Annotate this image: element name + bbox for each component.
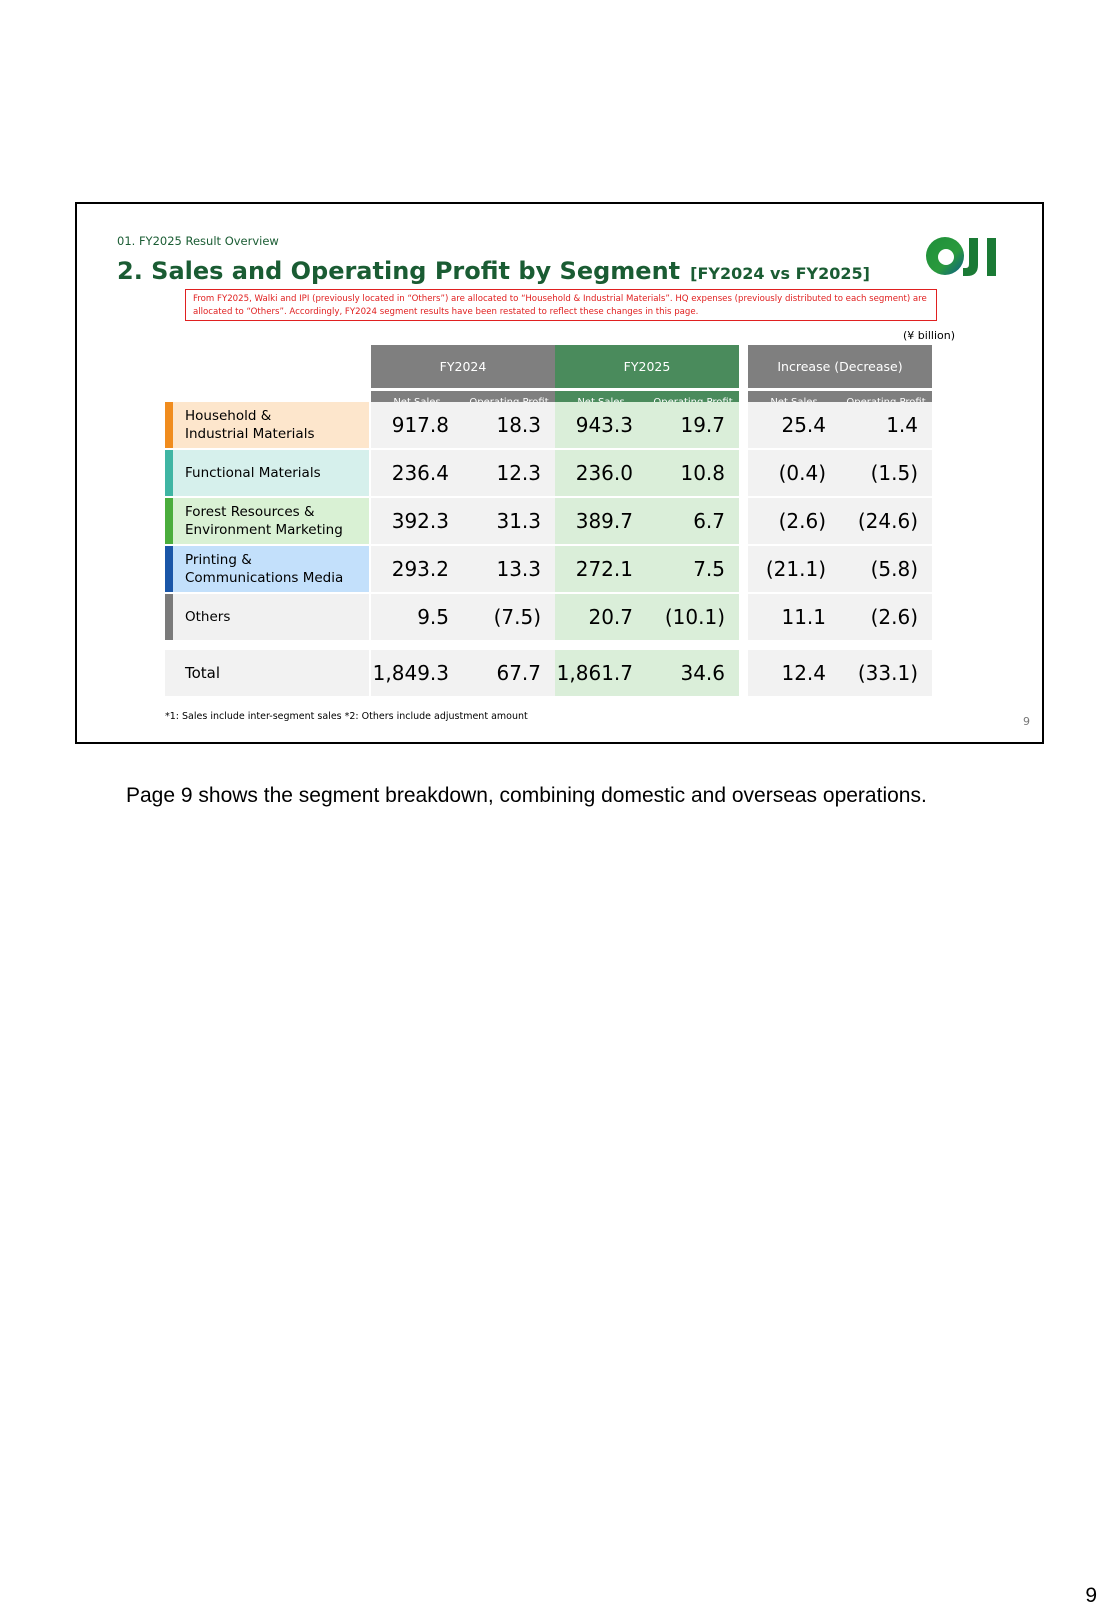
table-cell: 1,849.3 (371, 650, 463, 696)
page-number: 9 (1085, 1584, 1097, 1607)
table-cell: 1.4 (840, 402, 932, 448)
segment-name: Forest Resources & Environment Marketing (185, 504, 343, 538)
title-main: 2. Sales and Operating Profit by Segment (117, 257, 681, 285)
section-label: 01. FY2025 Result Overview (117, 234, 279, 248)
title-sub: [FY2024 vs FY2025] (690, 264, 870, 283)
table-cell: 13.3 (463, 546, 555, 592)
table-cell: (2.6) (840, 594, 932, 640)
table-cell: (7.5) (463, 594, 555, 640)
table-cell: 293.2 (371, 546, 463, 592)
table-cell: (1.5) (840, 450, 932, 496)
segment-name: Printing & Communications Media (185, 552, 344, 586)
header-fy2025: FY2025 (555, 345, 739, 388)
segment-label (165, 546, 369, 592)
oji-logo (925, 232, 1021, 280)
segment-color-bar (165, 402, 173, 448)
table-cell: 12.3 (463, 450, 555, 496)
table-cell: 18.3 (463, 402, 555, 448)
segment-color-bar (165, 450, 173, 496)
page-caption: Page 9 shows the segment breakdown, combining domestic and overseas operations. (126, 784, 927, 807)
segment-label (165, 450, 369, 496)
segment-label (165, 594, 369, 640)
segment-color-bar (165, 498, 173, 544)
table-cell: 389.7 (555, 498, 647, 544)
table-cell: 272.1 (555, 546, 647, 592)
segment-name: Total (185, 664, 221, 682)
restatement-notice: From FY2025, Walki and IPI (previously located in “Others”) are allocated to “Household & Industrial Materials”. HQ expenses (previously distributed to each segment) are allocated to “Others”. Accordingly, FY2024 segment results have been restated to reflect these changes in this page. (185, 289, 937, 321)
table-cell: 236.0 (555, 450, 647, 496)
segment-label (165, 498, 369, 544)
unit-label: (¥ billion) (903, 329, 955, 342)
segment-label (165, 402, 369, 448)
segment-color-bar (165, 546, 173, 592)
slide-title (117, 257, 870, 285)
table-cell: 34.6 (647, 650, 739, 696)
table-cell: (33.1) (840, 650, 932, 696)
table-cell: 67.7 (463, 650, 555, 696)
table-cell: 917.8 (371, 402, 463, 448)
table-cell: (5.8) (840, 546, 932, 592)
table-cell: (10.1) (647, 594, 739, 640)
table-cell: 19.7 (647, 402, 739, 448)
table-cell: 1,861.7 (555, 650, 647, 696)
table-cell: (2.6) (748, 498, 840, 544)
table-cell: 236.4 (371, 450, 463, 496)
table-cell: 392.3 (371, 498, 463, 544)
table-cell: 943.3 (555, 402, 647, 448)
header-increase-decrease: Increase (Decrease) (748, 345, 932, 388)
segment-name: Household & Industrial Materials (185, 408, 315, 442)
footnote: *1: Sales include inter-segment sales *2: Others include adjustment amount (165, 711, 528, 722)
table-cell: 11.1 (748, 594, 840, 640)
segment-color-bar (165, 594, 173, 640)
table-cell: (21.1) (748, 546, 840, 592)
segment-label-total (165, 650, 369, 696)
header-fy2024: FY2024 (371, 345, 555, 388)
segment-name: Functional Materials (185, 465, 321, 481)
table-cell: 20.7 (555, 594, 647, 640)
table-cell: 6.7 (647, 498, 739, 544)
segment-name: Others (185, 609, 231, 625)
table-cell: 25.4 (748, 402, 840, 448)
table-cell: 31.3 (463, 498, 555, 544)
slide (75, 202, 1044, 744)
table-cell: (24.6) (840, 498, 932, 544)
table-cell: 10.8 (647, 450, 739, 496)
table-cell: 7.5 (647, 546, 739, 592)
slide-number: 9 (1023, 715, 1030, 728)
table-cell: (0.4) (748, 450, 840, 496)
table-cell: 12.4 (748, 650, 840, 696)
table-cell: 9.5 (371, 594, 463, 640)
